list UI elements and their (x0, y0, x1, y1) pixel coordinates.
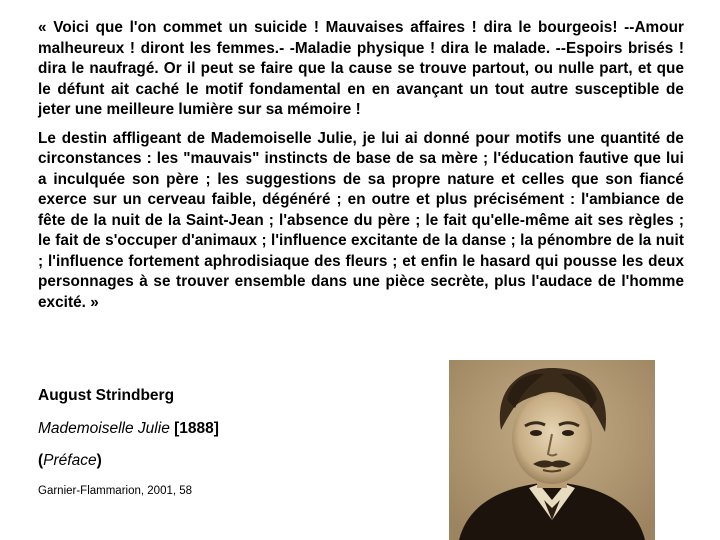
section-close-paren: ) (96, 452, 102, 469)
quote-block (38, 18, 684, 313)
section-open-paren: ( (38, 452, 44, 469)
work-title-line (38, 420, 219, 438)
work-title: Mademoiselle Julie (38, 420, 170, 437)
section-line (38, 452, 102, 470)
source-reference: Garnier-Flammarion, 2001, 58 (38, 485, 193, 497)
portrait-photo (449, 360, 655, 540)
quote-paragraph-1: « Voici que l'on commet un suicide ! Mauvaises affaires ! dira le bourgeois! --Amour malheureux ! diront les femmes.- -Maladie physique ! dira le malade. --Espoirs brisés ! dira le naufragé. Or il peut se faire que la cause se trouve partout, ou nulle part, et que le défunt ait caché le motif fondamental en en avançant un tout autre susceptible de jeter une meilleure lumière sur sa mémoire ! (38, 19, 684, 118)
section-name: Préface (43, 452, 97, 469)
author-portrait (449, 360, 655, 540)
work-year: [1888] (174, 420, 219, 437)
quote-paragraph-2: Le destin affligeant de Mademoiselle Julie, je lui ai donné pour motifs une quantité de circonstances : les "mauvais" instincts de base de sa mère ; l'éducation fautive que lui a inculquée son père ; les suggestions de sa propre nature et celles que son fiancé exerce sur un cerveau faible, dégénéré ; en outre et plus précisément : l'ambiance de fête de la nuit de la Saint-Jean ; l'absence du père ; le fait qu'elle-même ait ses règles ; le fait de s'occuper d'animaux ; l'influence excitante de la danse ; la pénombre de la nuit ; l'influence fortement aphrodisiaque des fleurs ; et enfin le hasard qui pousse les deux personnages à se trouver ensemble dans une pièce secrète, plus l'audace de l'homme excité. » (38, 129, 684, 311)
author-name: August Strindberg (38, 387, 175, 404)
